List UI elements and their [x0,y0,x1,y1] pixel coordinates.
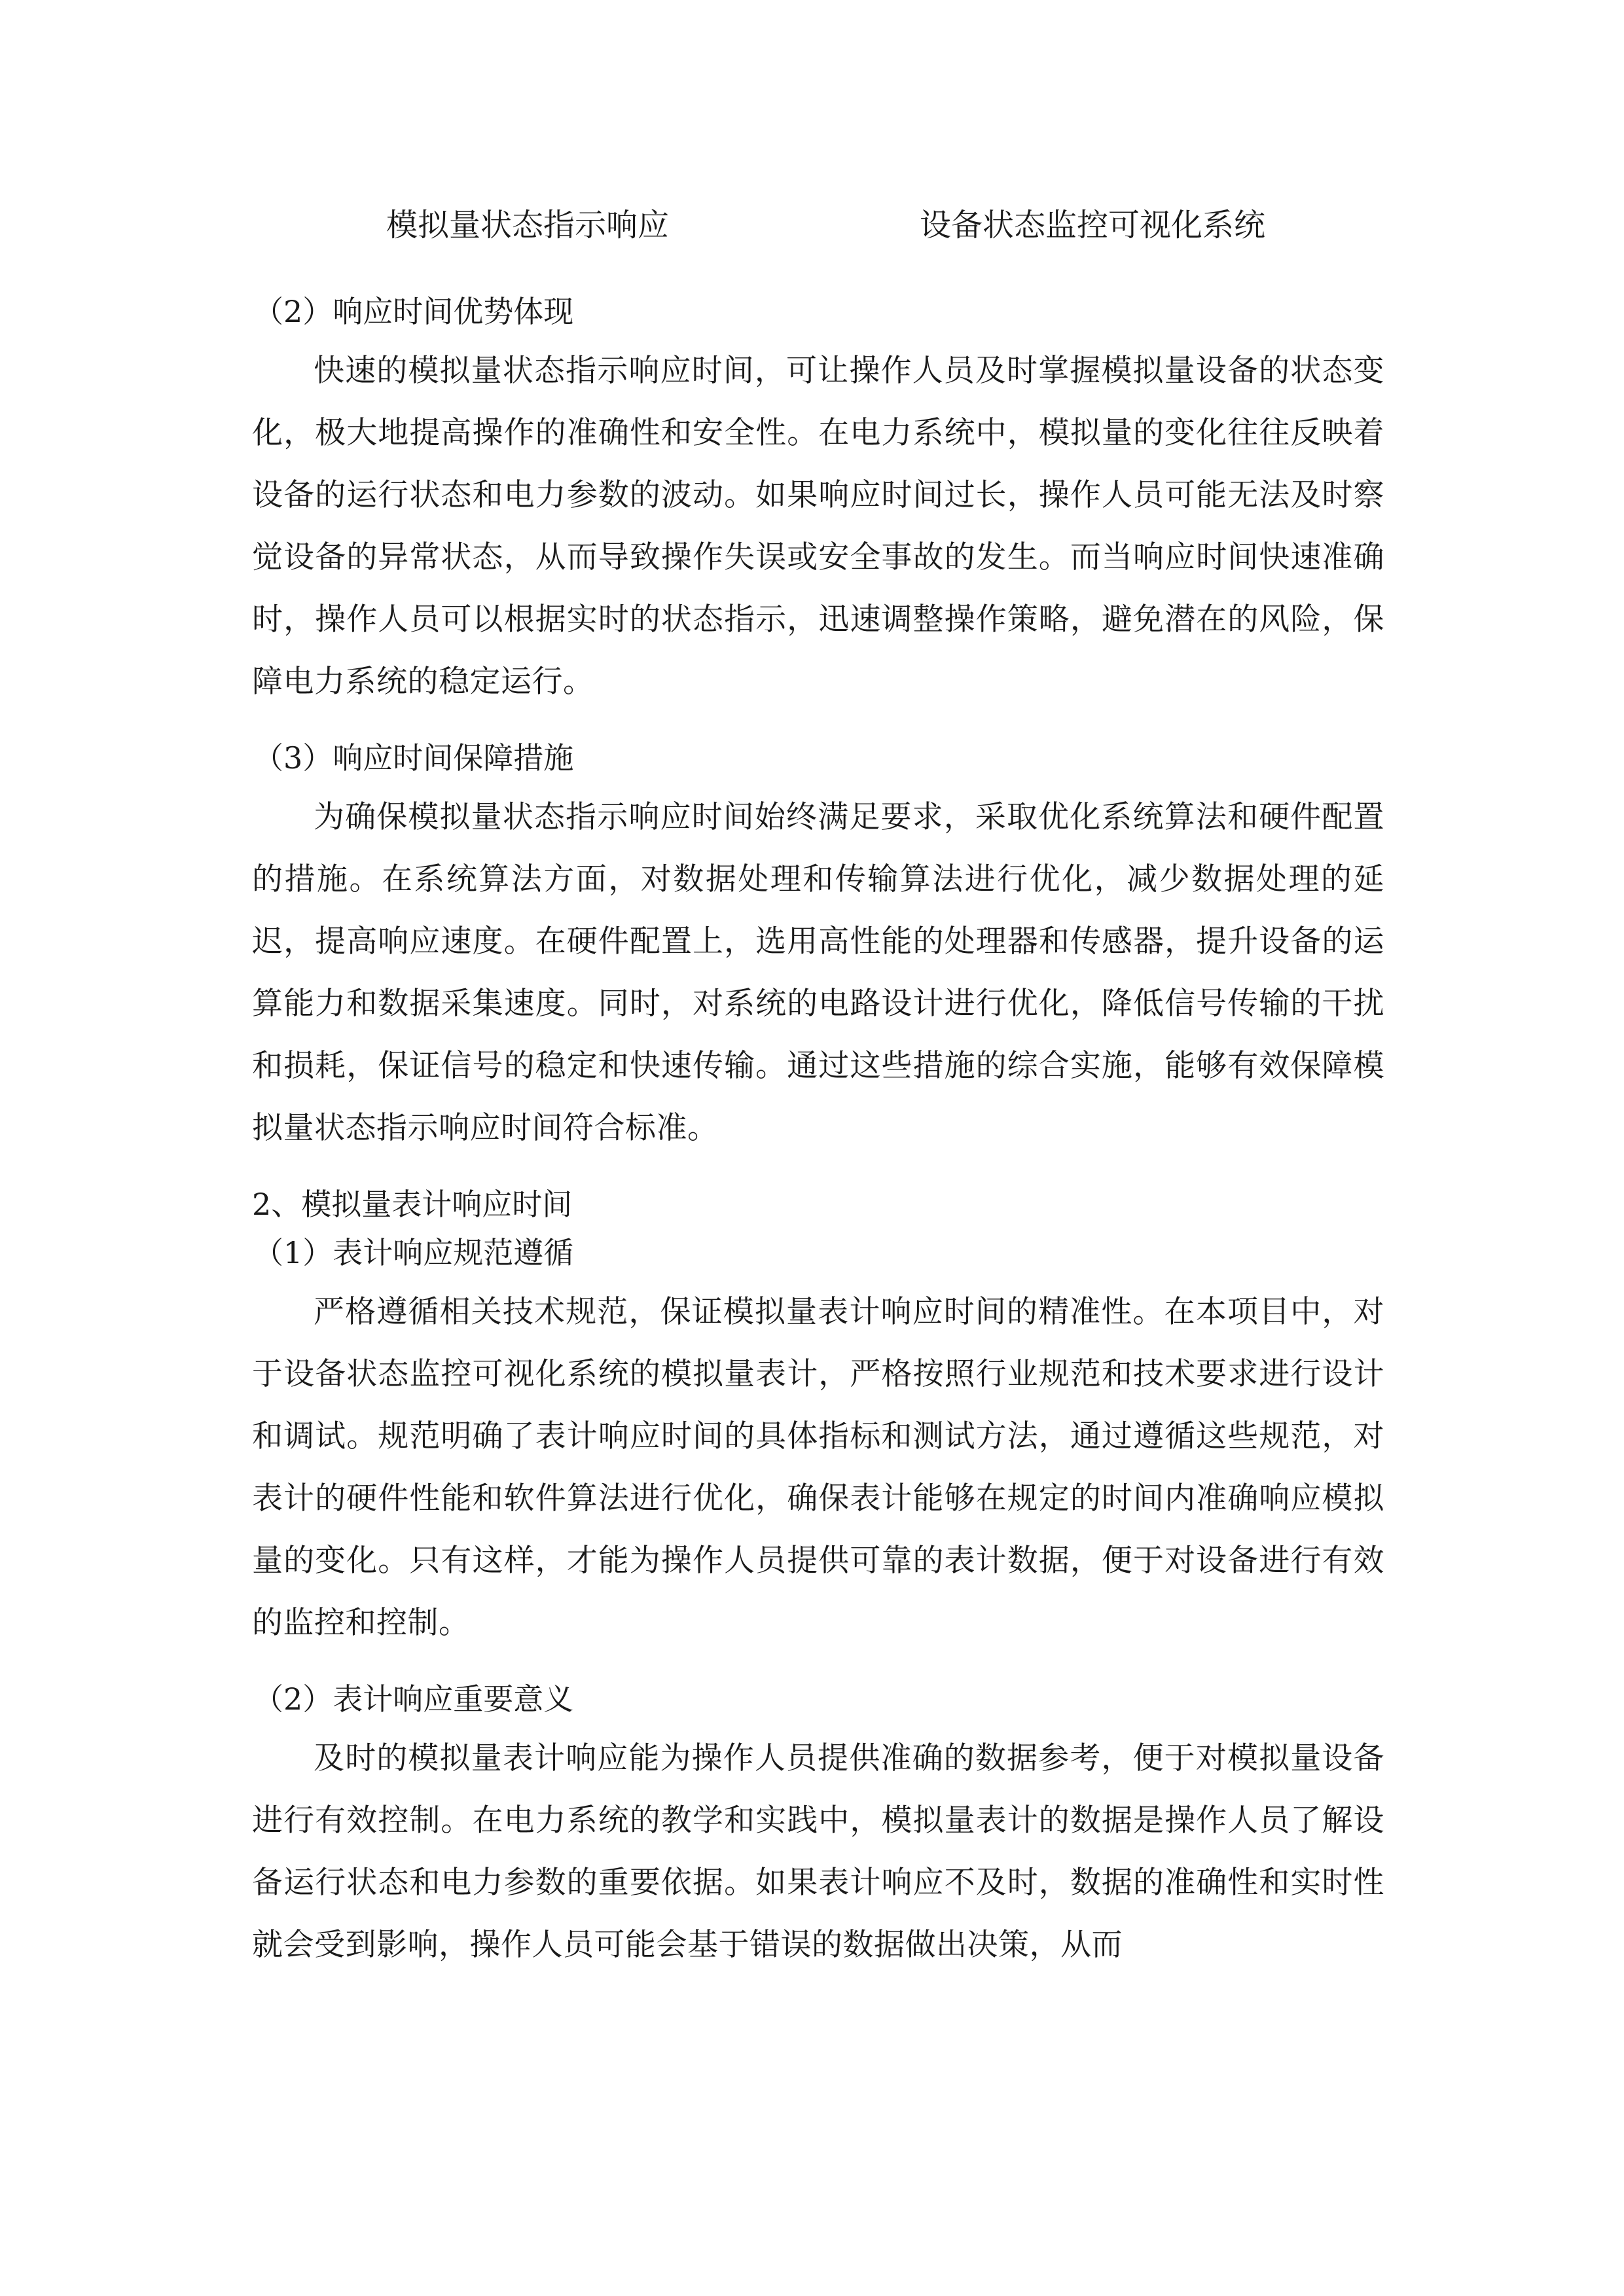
paragraph: 快速的模拟量状态指示响应时间，可让操作人员及时掌握模拟量设备的状态变化，极大地提高操作的准确性和安全性。在电力系统中，模拟量的变化往往反映着设备的运行状态和电力参数的波动。如果响应时间过长，操作人员可能无法及时察觉设备的异常状态，从而导致操作失误或安全事故的发生。而当响应时间快速准确时，操作人员可以根据实时的状态指示，迅速调整操作策略，避免潜在的风险，保障电力系统的稳定运行。 [252,353,1384,700]
caption-row [0,200,1624,252]
section-heading: （2）响应时间优势体现 [253,294,574,329]
paragraph: 为确保模拟量状态指示响应时间始终满足要求，采取优化系统算法和硬件配置的措施。在系统算法方面，对数据处理和传输算法进行优化，减少数据处理的延迟，提高响应速度。在硬件配置上，选用高性能的处理器和传感器，提升设备的运算能力和数据采集速度。同时，对系统的电路设计进行优化，降低信号传输的干扰和损耗，保证信号的稳定和快速传输。通过这些措施的综合实施，能够有效保障模拟量状态指示响应时间符合标准。 [252,799,1384,1146]
paragraph: 及时的模拟量表计响应能为操作人员提供准确的数据参考，便于对模拟量设备进行有效控制。在电力系统的教学和实践中，模拟量表计的数据是操作人员了解设备运行状态和电力参数的重要依据。如果表计响应不及时，数据的准确性和实时性就会受到影响，操作人员可能会基于错误的数据做出决策，从而 [252,1740,1384,1963]
caption-left: 模拟量状态指示响应 [386,207,670,243]
paragraph: 严格遵循相关技术规范，保证模拟量表计响应时间的精准性。在本项目中，对于设备状态监控可视化系统的模拟量表计，严格按照行业规范和技术要求进行设计和调试。规范明确了表计响应时间的具体指标和测试方法，通过遵循这些规范，对表计的硬件性能和软件算法进行优化，确保表计能够在规定的时间内准确响应模拟量的变化。只有这样，才能为操作人员提供可靠的表计数据，便于对设备进行有效的监控和控制。 [252,1294,1384,1641]
section-heading: （1）表计响应规范遵循 [253,1235,574,1270]
section-title: 2、模拟量表计响应时间 [252,1187,573,1222]
section-heading: （2）表计响应重要意义 [253,1681,574,1717]
caption-right: 设备状态监控可视化系统 [920,207,1266,243]
document-body [252,291,1384,1976]
section-heading: （3）响应时间保障措施 [253,740,574,776]
